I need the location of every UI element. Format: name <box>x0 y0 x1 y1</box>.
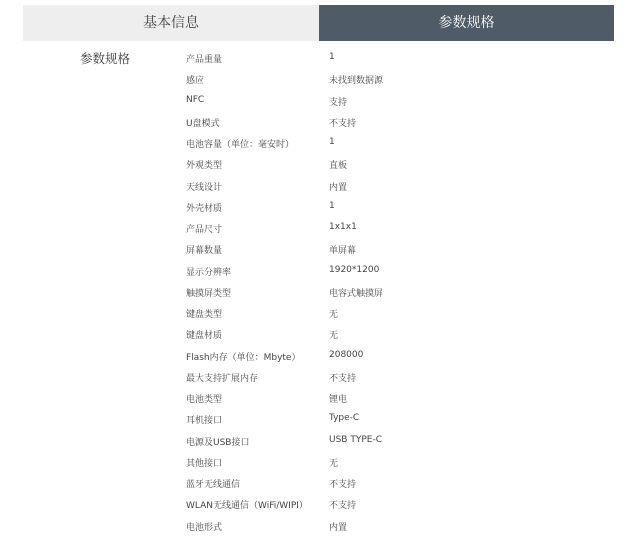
spec-row <box>0 452 640 473</box>
spec-value: 不支持 <box>329 373 357 384</box>
spec-value: 无 <box>329 331 339 342</box>
spec-row <box>0 303 640 324</box>
spec-value: 无 <box>329 310 339 320</box>
spec-key: 外观类型 <box>186 161 223 172</box>
spec-value: 电容式触摸屏 <box>329 288 384 299</box>
spec-row <box>0 261 640 282</box>
spec-value: 不支持 <box>329 480 357 490</box>
spec-value: 无 <box>329 458 339 469</box>
spec-value: 1 <box>329 200 335 211</box>
spec-row <box>0 69 640 90</box>
spec-value: 1 <box>329 137 335 147</box>
spec-row <box>0 494 640 515</box>
spec-key: 电池容量（单位：毫安时） <box>186 140 295 150</box>
spec-value: Type-C <box>329 413 360 424</box>
spec-value: 锂电 <box>329 395 348 405</box>
spec-row <box>0 367 640 388</box>
spec-value: 208000 <box>329 349 364 360</box>
spec-row <box>0 409 640 430</box>
spec-key: 天线设计 <box>186 182 223 193</box>
spec-key: 外壳材质 <box>186 203 223 214</box>
spec-value: 支持 <box>329 97 348 108</box>
spec-row <box>0 176 640 197</box>
spec-row <box>0 218 640 239</box>
spec-key: 产品尺寸 <box>186 225 223 235</box>
spec-value: 1920*1200 <box>329 264 380 275</box>
spec-key: 耳机接口 <box>186 416 223 427</box>
spec-table <box>0 48 640 537</box>
spec-value: 1x1x1 <box>329 222 357 232</box>
spec-row <box>0 48 640 69</box>
spec-key: 键盘类型 <box>186 310 223 320</box>
spec-key: NFC <box>186 94 205 105</box>
spec-key: 最大支持扩展内存 <box>186 373 259 384</box>
spec-row <box>0 282 640 303</box>
spec-key: 产品重量 <box>186 55 223 65</box>
spec-key: WLAN无线通信（WiFi/WIPI） <box>186 501 308 512</box>
spec-key: U盘模式 <box>186 118 220 129</box>
spec-row <box>0 91 640 112</box>
spec-row <box>0 346 640 367</box>
spec-key: 感应 <box>186 76 205 87</box>
spec-row <box>0 431 640 452</box>
tab-specifications[interactable]: 参数规格 <box>319 5 614 41</box>
spec-row <box>0 133 640 154</box>
spec-row <box>0 516 640 537</box>
section-title: 参数规格 <box>80 51 131 66</box>
spec-row <box>0 112 640 133</box>
spec-row <box>0 197 640 218</box>
spec-key: 电池类型 <box>186 395 223 405</box>
spec-key: 屏幕数量 <box>186 246 223 257</box>
spec-value: 内置 <box>329 182 348 193</box>
spec-key: 蓝牙无线通信 <box>186 480 241 490</box>
spec-row <box>0 473 640 494</box>
tab-basic-info[interactable]: 基本信息 <box>23 5 319 41</box>
spec-row <box>0 239 640 260</box>
spec-key: 键盘材质 <box>186 331 223 342</box>
spec-key: Flash内存（单位：Mbyte） <box>186 352 301 363</box>
tab-bar <box>23 5 614 41</box>
spec-row <box>0 324 640 345</box>
spec-row <box>0 388 640 409</box>
spec-value: 内置 <box>329 522 348 533</box>
spec-key: 其他接口 <box>186 458 223 469</box>
spec-key: 电源及USB接口 <box>186 437 250 448</box>
spec-key: 触摸屏类型 <box>186 288 232 299</box>
spec-key: 电池形式 <box>186 522 223 533</box>
spec-value: USB TYPE-C <box>329 434 382 445</box>
spec-value: 未找到数据源 <box>329 76 384 87</box>
spec-value: 单屏幕 <box>329 246 357 257</box>
spec-value: 1 <box>329 52 335 62</box>
spec-row <box>0 154 640 175</box>
spec-key: 显示分辨率 <box>186 267 232 278</box>
spec-value: 直板 <box>329 161 348 172</box>
spec-value: 不支持 <box>329 501 357 512</box>
spec-value: 不支持 <box>329 118 357 129</box>
